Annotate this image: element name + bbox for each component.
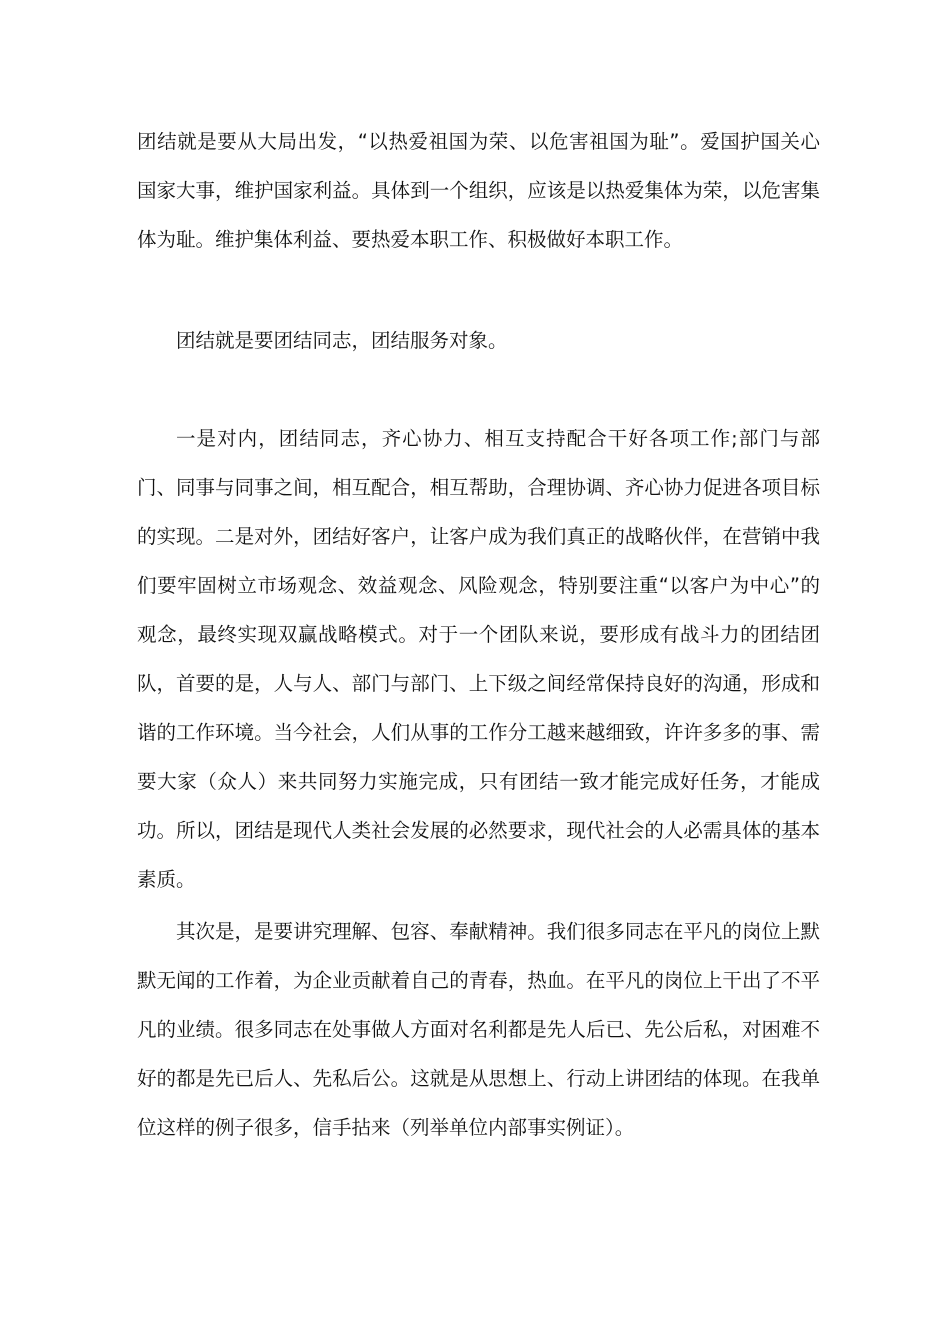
paragraph-internal-external: 一是对内，团结同志，齐心协力、相互支持配合干好各项工作;部门与部门、同事与同事之间，相互配合，相互帮助，合理协调、齐心协力促进各项目标的实现。二是对外，团结好客户，让客户成为我们真正的战略伙伴，在营销中我们要牢固树立市场观念、效益观念、风险观念，特别要注重“以客户为中心”的观念，最终实现双赢战略模式。对于一个团队来说，要形成有战斗力的团结团队，首要的是，人与人、部门与部门、上下级之间经常保持良好的沟通，形成和谐的工作环境。当今社会，人们从事的工作分工越来越细致，许许多多的事、需要大家（众人）来共同努力实施完成，只有团结一致才能完成好任务，才能成功。所以，团结是现代人类社会发展的必然要求，现代社会的人必需具体的基本素质。: [137, 427, 820, 891]
paragraph-patriotism: 团结就是要从大局出发，“以热爱祖国为荣、以危害祖国为耻”。爱国护国关心国家大事，维护国家利益。具体到一个组织，应该是以热爱集体为荣，以危害集体为耻。维护集体利益、要热爱本职工作、积极做好本职工作。: [137, 130, 820, 251]
paragraph-understanding-dedication: 其次是，是要讲究理解、包容、奉献精神。我们很多同志在平凡的岗位上默默无闻的工作着，为企业贡献着自己的青春，热血。在平凡的岗位上干出了不平凡的业绩。很多同志在处事做人方面对名利都是先人后已、先公后私，对困难不好的都是先已后人、先私后公。这就是从思想上、行动上讲团结的体现。在我单位这样的例子很多，信手拈来（列举单位内部事实例证）。: [137, 920, 820, 1139]
paragraph-unite-colleagues: 团结就是要团结同志，团结服务对象。: [176, 329, 508, 352]
